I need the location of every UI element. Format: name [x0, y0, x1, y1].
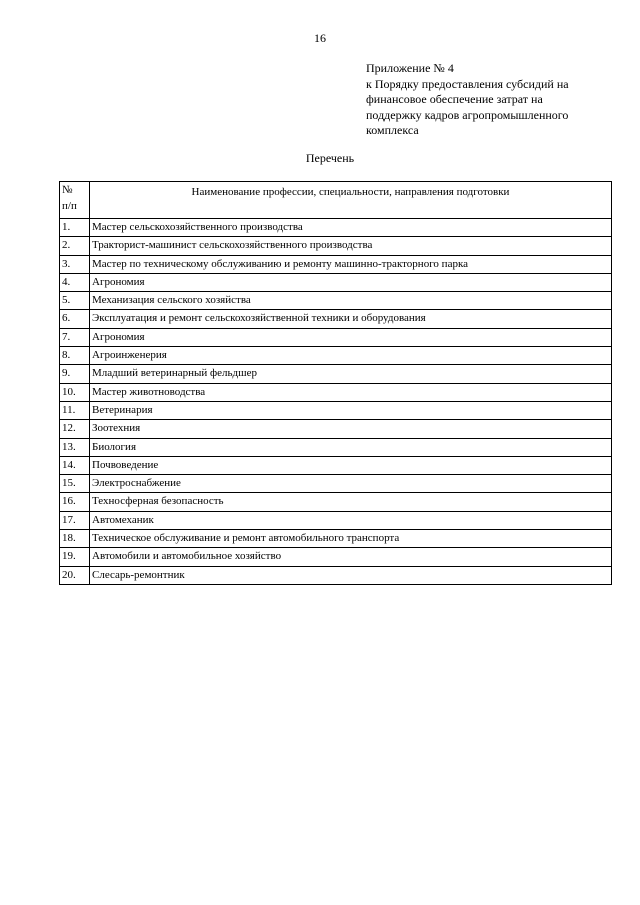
row-number: 17. [60, 511, 90, 529]
row-number: 9. [60, 365, 90, 383]
row-number: 2. [60, 237, 90, 255]
table-row [60, 273, 612, 291]
table-row [60, 548, 612, 566]
table-row [60, 566, 612, 584]
row-name: Агроинженерия [90, 347, 612, 365]
row-number: 3. [60, 255, 90, 273]
table-row [60, 383, 612, 401]
row-name: Мастер по техническому обслуживанию и ремонту машинно-тракторного парка [90, 255, 612, 273]
row-name: Зоотехния [90, 420, 612, 438]
row-number: 11. [60, 401, 90, 419]
list-title: Перечень [305, 151, 355, 165]
row-name: Слесарь-ремонтник [90, 566, 612, 584]
row-number: 5. [60, 292, 90, 310]
table-row [60, 511, 612, 529]
table-row [60, 456, 612, 474]
table-row [60, 237, 612, 255]
header-number [60, 182, 90, 219]
table-row [60, 219, 612, 237]
row-name: Тракторист-машинист сельскохозяйственного производства [90, 237, 612, 255]
row-number: 15. [60, 475, 90, 493]
table-row [60, 401, 612, 419]
row-number: 10. [60, 383, 90, 401]
row-name: Агрономия [90, 328, 612, 346]
row-number: 6. [60, 310, 90, 328]
appendix-line: Приложение № 4 [366, 61, 454, 75]
appendix-caption [366, 61, 626, 139]
row-name: Техносферная безопасность [90, 493, 612, 511]
row-name: Ветеринария [90, 401, 612, 419]
table-row [60, 365, 612, 383]
professions-table [59, 181, 612, 585]
table-row [60, 328, 612, 346]
row-name: Автомобили и автомобильное хозяйство [90, 548, 612, 566]
row-name: Младший ветеринарный фельдшер [90, 365, 612, 383]
table-row [60, 310, 612, 328]
row-number: 14. [60, 456, 90, 474]
row-name: Мастер животноводства [90, 383, 612, 401]
header-number-line2: п/п [62, 200, 77, 212]
table-row [60, 420, 612, 438]
row-number: 20. [60, 566, 90, 584]
table-row [60, 438, 612, 456]
table-row [60, 292, 612, 310]
row-number: 13. [60, 438, 90, 456]
row-number: 8. [60, 347, 90, 365]
row-name: Эксплуатация и ремонт сельскохозяйственной техники и оборудования [90, 310, 612, 328]
row-number: 1. [60, 219, 90, 237]
appendix-line: комплекса [366, 123, 419, 137]
header-number-line1: № [62, 184, 73, 196]
table-row [60, 530, 612, 548]
row-name: Агрономия [90, 273, 612, 291]
row-name: Почвоведение [90, 456, 612, 474]
appendix-line: к Порядку предоставления субсидий на [366, 76, 569, 91]
appendix-line: поддержку кадров агропромышленного [366, 107, 569, 122]
table-row [60, 255, 612, 273]
page-number: 16 [314, 31, 326, 45]
row-number: 16. [60, 493, 90, 511]
row-number: 19. [60, 548, 90, 566]
row-number: 4. [60, 273, 90, 291]
row-number: 18. [60, 530, 90, 548]
row-number: 12. [60, 420, 90, 438]
row-name: Мастер сельскохозяйственного производства [90, 219, 612, 237]
row-name: Техническое обслуживание и ремонт автомобильного транспорта [90, 530, 612, 548]
row-name: Автомеханик [90, 511, 612, 529]
appendix-line: финансовое обеспечение затрат на [366, 92, 543, 106]
table-row [60, 475, 612, 493]
table-row [60, 347, 612, 365]
row-name: Электроснабжение [90, 475, 612, 493]
header-name: Наименование профессии, специальности, направления подготовки [90, 182, 612, 219]
row-name: Механизация сельского хозяйства [90, 292, 612, 310]
table-header-row [60, 182, 612, 219]
row-number: 7. [60, 328, 90, 346]
row-name: Биология [90, 438, 612, 456]
table-row [60, 493, 612, 511]
